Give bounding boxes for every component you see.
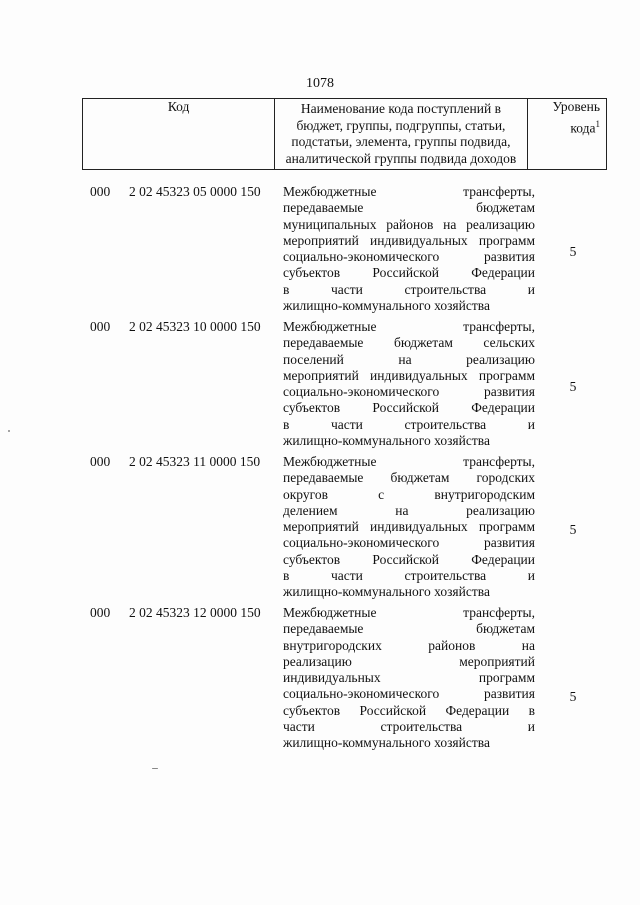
desc-line: передаваемые бюджетам: [283, 200, 535, 216]
desc-line: Межбюджетные трансферты,: [283, 184, 535, 199]
desc-line: мероприятий индивидуальных программ: [283, 519, 535, 535]
desc-line: индивидуальных программ: [283, 670, 535, 686]
desc-line: части строительства и: [283, 719, 535, 735]
footnote-marker: 1: [595, 118, 600, 129]
desc-line: муниципальных районов на реализацию: [283, 216, 535, 232]
desc-line: округов с внутригородским: [283, 486, 535, 502]
desc-line: мероприятий индивидуальных программ: [283, 232, 535, 248]
row-level: 5: [569, 244, 577, 259]
scan-speck: [8, 430, 10, 432]
desc-line: в части строительства и: [283, 568, 535, 584]
row-code: 2 02 45323 05 0000 150: [129, 184, 261, 199]
desc-line: Межбюджетные трансферты,: [283, 319, 535, 334]
desc-line: внутригородских районов на: [283, 637, 535, 653]
table-row: [0, 319, 640, 454]
desc-line: субъектов Российской Федерации в: [283, 702, 535, 718]
desc-line: в части строительства и: [283, 281, 535, 297]
row-level: 5: [569, 689, 577, 704]
desc-line: передаваемые бюджетам городских: [283, 470, 535, 486]
row-prefix: 000: [90, 184, 111, 199]
page-number: 1078: [306, 76, 334, 91]
desc-line: жилищно-коммунального хозяйства: [283, 584, 490, 600]
table-row: [0, 454, 640, 605]
header-code: [83, 99, 275, 170]
table-row: [0, 605, 640, 756]
header-name: [275, 99, 527, 170]
desc-line: жилищно-коммунального хозяйства: [283, 735, 490, 751]
desc-line: социально-экономического развития: [283, 249, 535, 265]
row-prefix: 000: [90, 454, 111, 469]
table-row: [0, 184, 640, 319]
table-body: [0, 184, 640, 756]
row-code: 2 02 45323 12 0000 150: [129, 605, 261, 620]
desc-line: в части строительства и: [283, 416, 535, 432]
desc-line: жилищно-коммунального хозяйства: [283, 298, 490, 314]
header-code-label: Код: [167, 99, 190, 114]
desc-line: социально-экономического развития: [283, 686, 535, 702]
row-description: [283, 454, 535, 601]
header-level-label: Уровень кода: [552, 99, 600, 135]
desc-line: Межбюджетные трансферты,: [283, 605, 535, 620]
scan-speck: [152, 768, 158, 769]
desc-line: социально-экономического развития: [283, 535, 535, 551]
header-name-label: Наименование кода поступлений в бюджет, группы, подгруппы, статьи, подстатьи, элемента, группы подвида, аналитической группы подвида доходов: [285, 101, 517, 166]
desc-line: Межбюджетные трансферты,: [283, 454, 535, 469]
row-code: 2 02 45323 10 0000 150: [129, 319, 261, 334]
row-prefix: 000: [90, 319, 111, 334]
row-description: [283, 184, 535, 314]
desc-line: социально-экономического развития: [283, 384, 535, 400]
desc-line: поселений на реализацию: [283, 351, 535, 367]
row-level: 5: [569, 522, 577, 537]
desc-line: реализацию мероприятий: [283, 653, 535, 669]
desc-line: субъектов Российской Федерации: [283, 551, 535, 567]
desc-line: делением на реализацию: [283, 502, 535, 518]
header-level: [527, 99, 606, 170]
desc-line: жилищно-коммунального хозяйства: [283, 433, 490, 449]
row-description: [283, 319, 535, 449]
row-code: 2 02 45323 11 0000 150: [129, 454, 261, 469]
row-prefix: 000: [90, 605, 111, 620]
desc-line: мероприятий индивидуальных программ: [283, 367, 535, 383]
desc-line: субъектов Российской Федерации: [283, 400, 535, 416]
row-level: 5: [569, 379, 577, 394]
desc-line: передаваемые бюджетам: [283, 621, 535, 637]
desc-line: передаваемые бюджетам сельских: [283, 335, 535, 351]
desc-line: субъектов Российской Федерации: [283, 265, 535, 281]
table-header: [82, 98, 607, 170]
row-description: [283, 605, 535, 752]
